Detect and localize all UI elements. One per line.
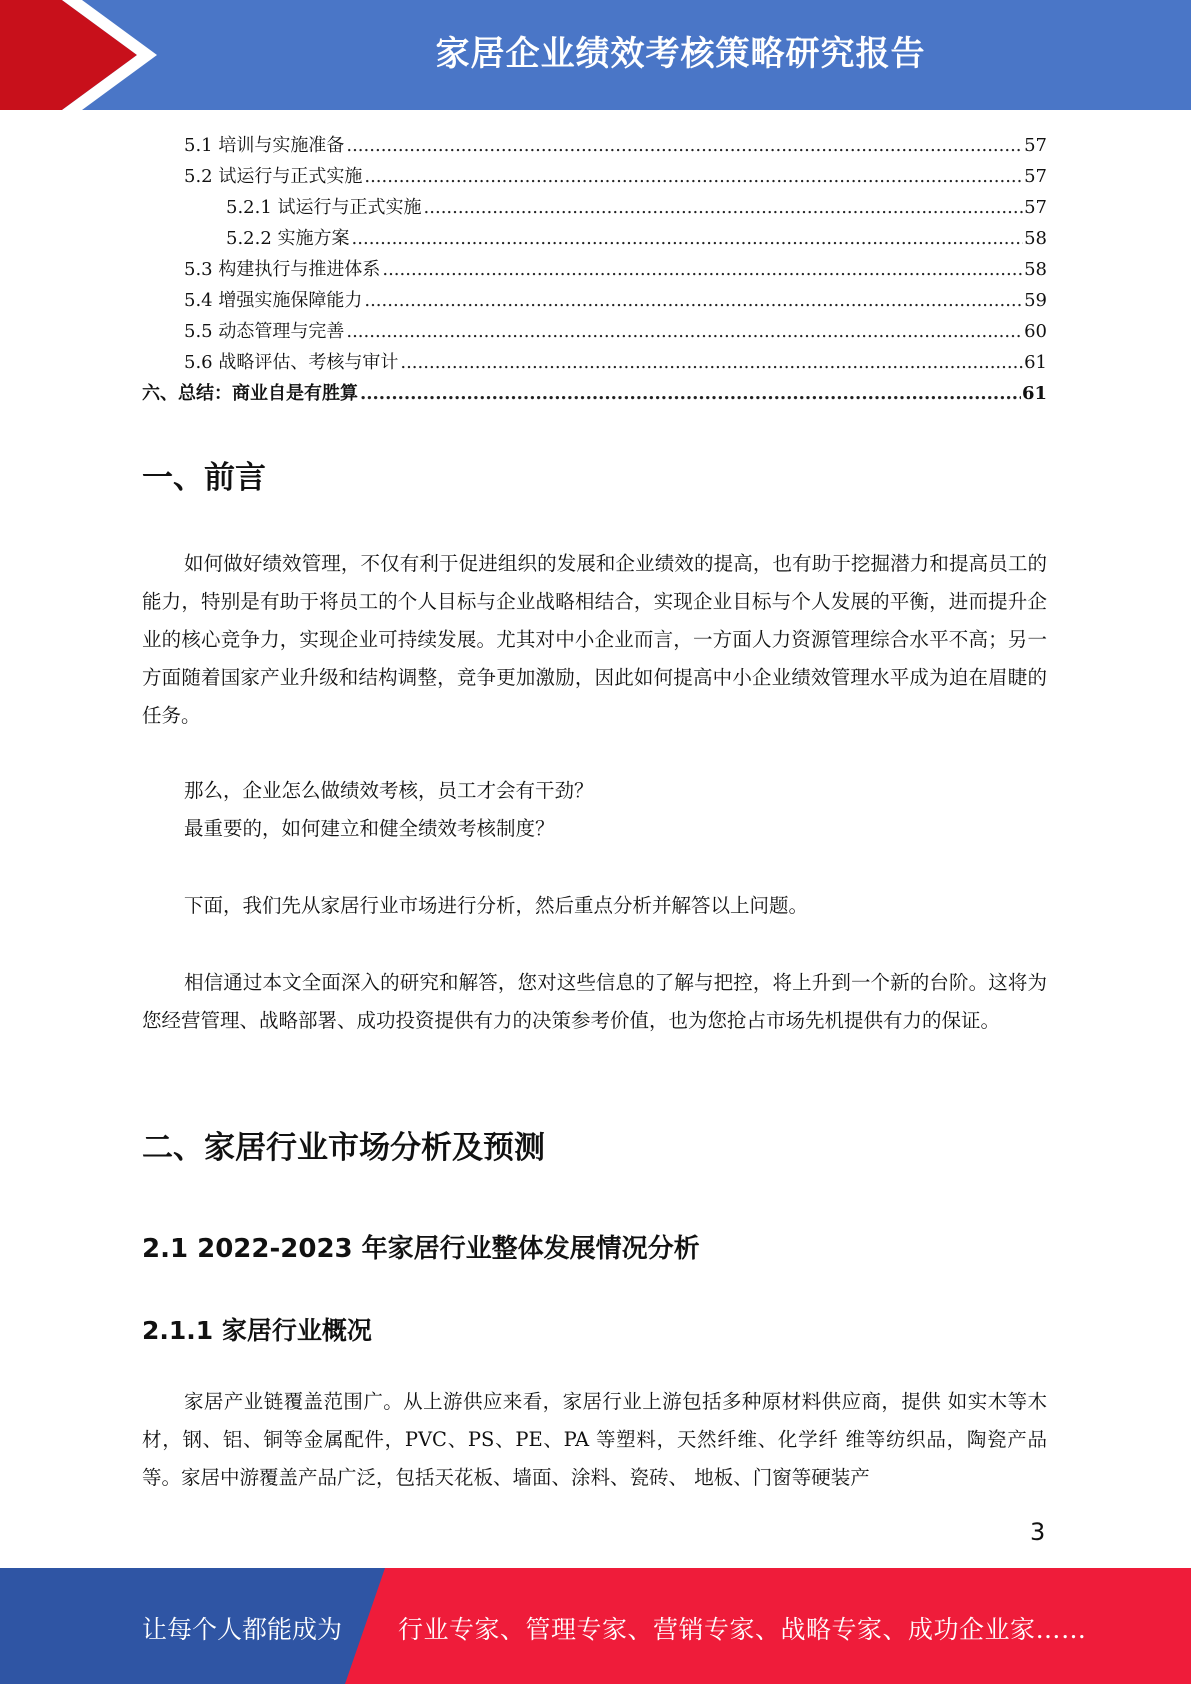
- toc-entry-title: 5.6 战略评估、考核与审计: [184, 352, 399, 373]
- toc-leader-dots: [360, 378, 1021, 409]
- page-header: [0, 0, 1191, 110]
- toc-entry[interactable]: [142, 285, 1047, 316]
- toc-entry[interactable]: [142, 316, 1047, 347]
- toc-entry-page: 57: [1024, 135, 1047, 156]
- industry-overview-paragraph: 家居产业链覆盖范围广。从上游供应来看，家居行业上游包括多种原材料供应商，提供 如实木等木材，钢、铝、铜等金属配件，PVC、PS、PE、PA 等塑料，天然纤维、化学纤 维等纺织品，陶瓷产品等。家居中游覆盖产品广泛，包括天花板、墙面、涂料、瓷砖、 地板、门窗等硬装产: [142, 1390, 1047, 1489]
- toc-leader-dots: [400, 347, 1023, 378]
- toc-leader-dots: [364, 161, 1023, 192]
- preface-question-1: 那么，企业怎么做绩效考核，员工才会有干劲？: [184, 779, 594, 802]
- toc-entry-title: 5.2 试运行与正式实施: [184, 166, 363, 187]
- toc-entry-title: 5.1 培训与实施准备: [184, 135, 345, 156]
- toc-entry-title: 5.2.1 试运行与正式实施: [226, 197, 422, 218]
- preface-closing-paragraph: 相信通过本文全面深入的研究和解答，您对这些信息的了解与把控，将上升到一个新的台阶。这将为您经营管理、战略部署、成功投资提供有力的决策参考价值，也为您抢占市场先机提供有力的保证。: [142, 971, 1047, 1032]
- toc-entry-title: 5.2.2 实施方案: [226, 228, 350, 249]
- toc-entry-page: 58: [1024, 259, 1047, 280]
- toc-entry-title: 5.4 增强实施保障能力: [184, 290, 363, 311]
- toc-leader-dots: [364, 285, 1023, 316]
- toc-entry-page: 61: [1021, 383, 1047, 404]
- toc-leader-dots: [346, 130, 1023, 161]
- toc-entry-page: 58: [1024, 228, 1047, 249]
- preface-transition: 下面，我们先从家居行业市场进行分析，然后重点分析并解答以上问题。: [184, 894, 809, 917]
- toc-entry[interactable]: [142, 192, 1047, 223]
- section-heading-preface: 一、前言: [142, 460, 266, 496]
- subsection-heading: 2.1 2022-2023 年家居行业整体发展情况分析: [142, 1234, 700, 1264]
- toc-leader-dots: [424, 192, 1024, 223]
- toc-entry-page: 57: [1024, 166, 1047, 187]
- toc-leader-dots: [352, 223, 1024, 254]
- table-of-contents: [142, 130, 1047, 409]
- subsubsection-heading: 2.1.1 家居行业概况: [142, 1316, 372, 1345]
- header-title: 家居企业绩效考核策略研究报告: [435, 34, 926, 74]
- toc-entry[interactable]: [142, 347, 1047, 378]
- page-footer: [0, 1568, 1191, 1684]
- section-heading-market-analysis: 二、家居行业市场分析及预测: [142, 1130, 545, 1166]
- toc-entry[interactable]: [142, 378, 1047, 409]
- footer-slogan-left: 让每个人都能成为: [142, 1615, 343, 1644]
- preface-paragraph: 如何做好绩效管理，不仅有利于促进组织的发展和企业绩效的提高，也有助于挖掘潜力和提高员工的能力，特别是有助于将员工的个人目标与企业战略相结合，实现企业目标与个人发展的平衡，进而提升企业的核心竞争力，实现企业可持续发展。尤其对中小企业而言，一方面人力资源管理综合水平不高；另一方面随着国家产业升级和结构调整，竞争更加激励，因此如何提高中小企业绩效管理水平成为迫在眉睫的任务。: [142, 552, 1047, 727]
- toc-entry-page: 61: [1024, 352, 1047, 373]
- toc-entry-title: 5.3 构建执行与推进体系: [184, 259, 381, 280]
- toc-leader-dots: [382, 254, 1023, 285]
- toc-entry[interactable]: [142, 254, 1047, 285]
- footer-slogan-right: 行业专家、管理专家、营销专家、战略专家、成功企业家……: [398, 1615, 1087, 1644]
- toc-entry-title: 5.5 动态管理与完善: [184, 321, 345, 342]
- toc-entry[interactable]: [142, 161, 1047, 192]
- toc-entry-page: 57: [1024, 197, 1047, 218]
- toc-entry-page: 60: [1024, 321, 1047, 342]
- page-number: 3: [1030, 1518, 1046, 1546]
- toc-entry-title: 六、总结：商业自是有胜算: [142, 383, 358, 404]
- preface-question-2: 最重要的，如何建立和健全绩效考核制度？: [184, 817, 555, 840]
- toc-entry-page: 59: [1024, 290, 1047, 311]
- toc-entry[interactable]: [142, 130, 1047, 161]
- toc-leader-dots: [346, 316, 1023, 347]
- toc-entry[interactable]: [142, 223, 1047, 254]
